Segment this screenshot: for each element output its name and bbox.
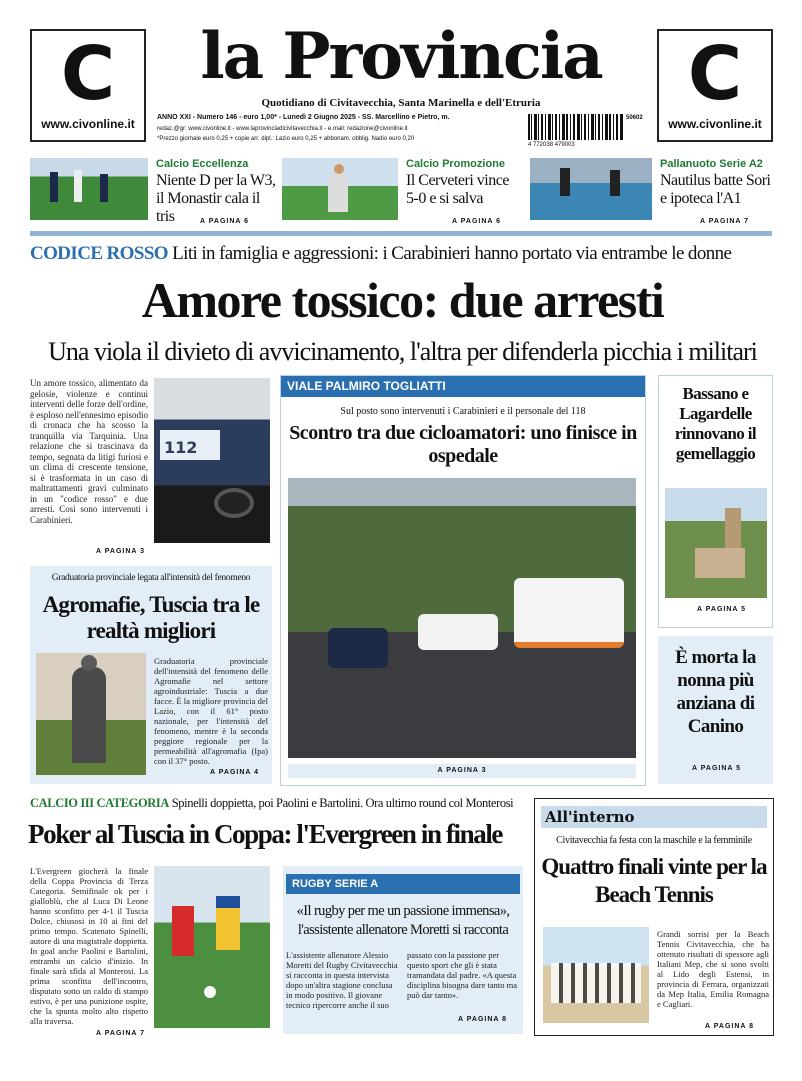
canino-panel[interactable] [658,636,773,784]
lead-pagina: A PAGINA 3 [96,548,146,555]
masthead-subtitle: Quotidiano di Civitavecchia, Santa Marinella e dell'Etruria [261,97,541,109]
bassano-pagina: A PAGINA 5 [697,606,747,613]
teaser-photo [530,158,652,220]
rugby-bar: RUGBY SERIE A [286,874,520,894]
canino-headline[interactable]: È morta la nonna più anziana di Canino [675,647,756,737]
agromafie-kicker: Graduatoria provinciale legata all'intensità del fenomeno [51,573,251,583]
teaser-pagina: A PAGINA 6 [200,218,250,225]
canino-pagina: A PAGINA 5 [692,765,742,772]
rugby-panel[interactable] [283,866,523,1034]
logo-left[interactable] [30,29,146,142]
calcio-photo [154,866,270,1028]
calcio-kicker-text: Spinelli doppietta, poi Paolini e Bartolini. Ora ultimo round col Monterosi [171,796,514,810]
teaser-title[interactable]: Il Cerveteri vince 5-0 e si salva [406,172,509,207]
teaser-pagina: A PAGINA 6 [452,218,502,225]
interno-pagina: A PAGINA 8 [705,1023,755,1030]
logo-letter: C [60,31,116,117]
lead-kicker-line [30,243,775,265]
interno-photo [543,927,649,1023]
logo-letter: C [687,31,743,117]
lead-photo [154,378,270,543]
agromafie-headline[interactable]: Agromafie, Tuscia tra le realtà migliori [42,592,260,643]
interno-kicker: Civitavecchia fa festa con la maschile e la femminile [556,835,752,846]
interno-bar: All'interno [541,806,767,828]
teaser-kicker: Calcio Promozione [406,158,506,170]
rugby-headline[interactable]: «Il rugby per me un passione immensa», l'assistente allenatore Moretti si racconta [296,903,510,938]
bassano-photo [665,488,767,598]
lead-kicker: CODICE ROSSO [30,243,168,264]
bassano-headline[interactable]: Bassano e Lagardelle rinnovano il gemellaggio [674,384,757,463]
teaser-photo [282,158,398,220]
viale-box[interactable] [280,375,646,786]
teaser-kicker: Pallanuoto Serie A2 [660,158,763,170]
teaser-promozione[interactable] [282,158,526,228]
agromafie-panel[interactable] [30,566,272,784]
interno-headline[interactable]: Quattro finali vinte per la Beach Tennis [541,854,767,907]
agromafie-photo [36,653,146,775]
logo-url[interactable]: www.civonline.it [41,117,135,131]
lead-body: Un amore tossico, alimentato da gelosie, violenze e continui interventi delle forze dell'ordine, è esploso nell'ennesimo episodio di cronaca che ha scosso la tranquilla via Tarquinia. Una relazione che si trascinava da tempo, segnata da litigi furiosi e un clima di crescente tensione, si è trasformata in un caso di maltrattamenti gravi culminato in un "codice rosso" e due arresti. Così sono intervenuti i Carabinieri. [30,378,148,525]
rugby-body: L'assistente allenatore Alessio Moretti del Rugby Civitavecchia si racconta in questa intervista dopo un'altra stagione conclusa in modo positivo. Il giovane tecnico ripercorre anche il suo passato con la passione per questo sport che gli è stata tramandata dal padre. «A questa disciplina bisogna dare tanto ma può dar tanto». [286,950,517,1010]
viale-headline[interactable]: Scontro tra due cicloamatori: uno finisce in ospedale [289,422,637,467]
teaser-pagina: A PAGINA 7 [700,218,750,225]
barcode-bars [528,114,624,140]
car-plate: 112 [164,438,198,457]
teaser-title[interactable]: Niente D per la W3, il Monastir cala il tris [156,172,276,225]
calcio-body: L'Evergreen giocherà la finale della Coppa Provincia di Terza Categoria. Semifinale ok per i gialloblù, che al Luca Di Leone hanno sconfitto per 4-1 il Tuscia Dolce, chiusosi in 10 ai fini del primo tempo. Scatenato Spinelli, autore di una magistrale doppietta. In goal anche Paolini e Bartolini, entrambi un calcio d'inizio. In finale sarà sfida al Monterosi. La prima sconfitta dell'incontro, disputato sotto un caldo di stampo estivo, è per una punizione ospite, che la spunta molto alto rispetto alla traversa. [30,866,148,1026]
barcode-number: 4 772038 479003 [528,142,575,148]
calcio-kicker-line [30,796,530,811]
agromafie-body: Graduatoria provinciale dell'intensità del fenomeno delle Agromafie nel settore agroindustriale: Tuscia a due facce. È la migliore provincia del Lazio, con il 61° posto nazionale, per l'intensità del fenomeno, mentre è la seconda peggiore regionale per la permeabilità all'agromafia (Ipa) con il 37° posto. [154,656,268,766]
viale-photo [288,478,636,758]
lead-headline[interactable]: Amore tossico: due arresti [141,272,664,328]
masthead: la Provincia [200,19,602,94]
lead-subheadline: Una viola il divieto di avvicinamento, l'altra per difenderla picchia i militari [48,337,757,366]
barcode-issue: 50602 [626,115,643,121]
viale-kicker: Sul posto sono intervenuti i Carabinieri e il personale del 118 [340,406,586,417]
barcode [528,114,646,148]
logo-right[interactable] [657,29,773,142]
teaser-title[interactable]: Nautilus batte Sori e ipoteca l'A1 [660,172,771,207]
logo-url[interactable]: www.civonline.it [668,117,762,131]
agromafie-pagina: A PAGINA 4 [210,769,260,776]
contacts-line: redaz.@gr: www.civonline.it - www.laprovinciadicivitavecchia.it - e.mail: redazione@civonline.it [157,126,408,132]
teaser-kicker: Calcio Eccellenza [156,158,249,170]
edition-line: ANNO XXI - Numero 146 - euro 1,00* - Lunedì 2 Giugno 2025 - SS. Marcellino e Pietro, m. [157,114,450,121]
teaser-strip [30,158,772,228]
bassano-box[interactable] [658,375,773,628]
interno-body: Grandi sorrisi per la Beach Tennis Civitavecchia, che ha ottenuto risultati di spessore agli Italiani Mep, che si sono svolti al Lido degli Estensi, in provincia di Ferrara, organizzati da Mep Italia, Emilia Romagna e Cagliari. [657,929,769,1009]
viale-pagina: A PAGINA 3 [437,767,487,774]
price-line: *Prezzo giornale euro 0,25 + copie arr. dipl.: Lazio euro 0,25 + abbonam. obblig. Nadio euro 0,20 [157,136,415,142]
interno-box[interactable] [534,798,774,1036]
calcio-pagina: A PAGINA 7 [96,1030,146,1037]
calcio-headline[interactable]: Poker al Tuscia in Coppa: l'Evergreen in finale [28,819,503,849]
calcio-kicker: CALCIO III CATEGORIA [30,796,170,810]
divider [30,231,772,236]
viale-caption-strip [288,764,636,778]
viale-bar: VIALE PALMIRO TOGLIATTI [281,376,645,397]
teaser-photo [30,158,148,220]
teaser-eccellenza[interactable] [30,158,278,228]
lead-kicker-text: Liti in famiglia e aggressioni: i Carabinieri hanno portato via entrambe le donne [172,243,732,264]
teaser-pallanuoto[interactable] [530,158,772,228]
rugby-pagina: A PAGINA 8 [458,1016,508,1023]
